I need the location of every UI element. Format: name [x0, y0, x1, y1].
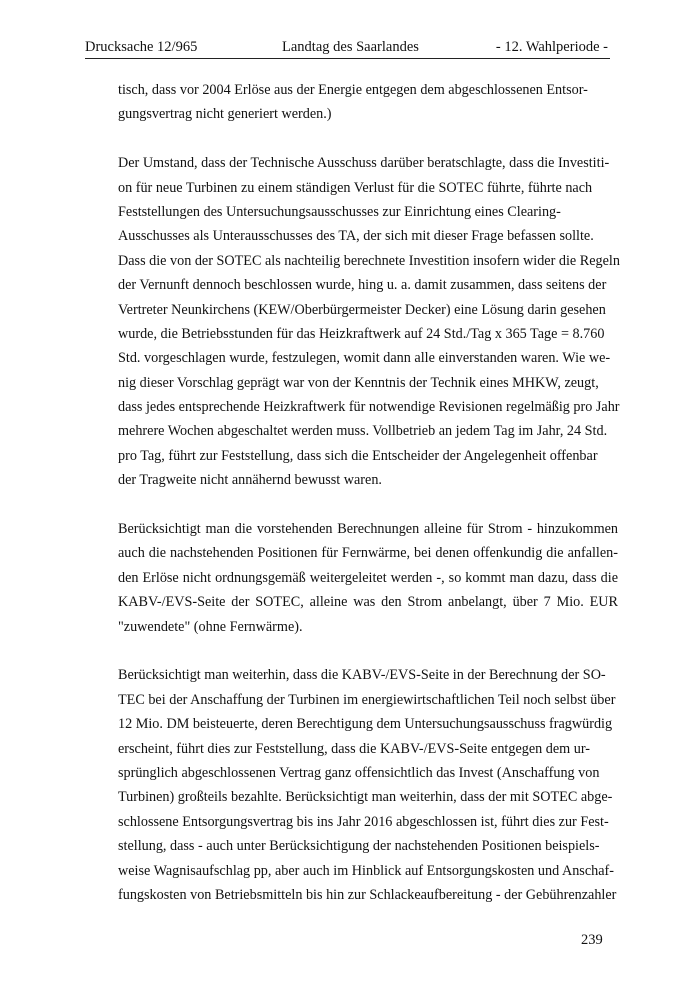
text-line: den Erlöse nicht ordnungsgemäß weitergeleitet werden -, so kommt man dazu, dass die	[118, 569, 618, 586]
page-number: 239	[581, 932, 603, 948]
text-line: der Vernunft dennoch beschlossen wurde, hing u. a. damit zusammen, dass seitens der	[118, 277, 607, 294]
text-line: Std. vorgeschlagen wurde, festzulegen, womit dann alle einverstanden waren. Wie we-	[118, 350, 611, 367]
text-line: erscheint, führt dies zur Feststellung, dass die KABV-/EVS-Seite entgegen dem ur-	[118, 740, 591, 757]
paragraph	[118, 151, 618, 492]
text-line: weise Wagnisaufschlag pp, aber auch im Hinblick auf Entsorgungskosten und Anschaf-	[118, 862, 614, 879]
page-header	[85, 36, 610, 59]
text-line: Feststellungen des Untersuchungsausschusses zur Einrichtung eines Clearing-	[118, 203, 561, 220]
text-line: Ausschusses als Unterausschusses des TA, der sich mit dieser Frage befassen sollte.	[118, 228, 594, 245]
text-line: on für neue Turbinen zu einem ständigen Verlust für die SOTEC führte, führte nach	[118, 179, 593, 196]
text-line: pro Tag, führt zur Feststellung, dass sich die Entscheider der Angelegenheit offenbar	[118, 447, 598, 464]
text-line: wurde, die Betriebsstunden für das Heizkraftwerk auf 24 Std./Tag x 365 Tage = 8.760	[118, 325, 605, 342]
text-line: fungskosten von Betriebsmitteln bis hin zur Schlackeaufbereitung - der Gebührenzahler	[118, 886, 617, 903]
text-line: schlossene Entsorgungsvertrag bis ins Jahr 2016 abgeschlossen ist, führt dies zur Fest-	[118, 813, 609, 830]
text-line: Der Umstand, dass der Technische Ausschuss darüber beratschlagte, dass die Investiti-	[118, 155, 610, 172]
text-line: Vertreter Neunkirchens (KEW/Oberbürgermeister Decker) eine Lösung darin gesehen	[118, 301, 606, 318]
text-line: "zuwendete" (ohne Fernwärme).	[118, 618, 303, 635]
text-line: auch die nachstehenden Positionen für Fernwärme, bei denen offenkundig die anfallen-	[118, 545, 618, 562]
text-line: nig dieser Vorschlag geprägt war von der Kenntnis der Technik eines MHKW, zeugt,	[118, 374, 599, 391]
text-line: Dass die von der SOTEC als nachteilig berechnete Investition insofern wider die Regeln	[118, 252, 620, 269]
paragraph-gap	[118, 639, 618, 663]
paragraph-gap	[118, 127, 618, 151]
text-line: TEC bei der Anschaffung der Turbinen im energiewirtschaftlichen Teil noch selbst über	[118, 691, 616, 708]
header-document-number: Drucksache 12/965	[85, 39, 198, 55]
text-line: KABV-/EVS-Seite der SOTEC, alleine was den Strom anbelangt, über 7 Mio. EUR	[118, 594, 618, 611]
text-line: der Tragweite nicht annähernd bewusst waren.	[118, 472, 382, 489]
header-parliament-name: Landtag des Saarlandes	[282, 39, 419, 55]
text-line: gungsvertrag nicht generiert werden.)	[118, 106, 332, 123]
paragraph	[118, 517, 618, 639]
text-line: tisch, dass vor 2004 Erlöse aus der Energie entgegen dem abgeschlossenen Entsor-	[118, 82, 588, 98]
text-line: dass jedes entsprechende Heizkraftwerk für notwendige Revisionen regelmäßig pro Jahr	[118, 399, 620, 416]
text-line: stellung, dass - auch unter Berücksichtigung der nachstehenden Positionen beispiels-	[118, 838, 600, 855]
text-line: 12 Mio. DM beisteuerte, deren Berechtigung dem Untersuchungsausschuss fragwürdig	[118, 716, 613, 733]
text-line: mehrere Wochen abgeschaltet werden muss. Vollbetrieb an jedem Tag im Jahr, 24 Std.	[118, 423, 608, 440]
paragraph-gap	[118, 493, 618, 517]
text-line: Turbinen) großteils bezahlte. Berücksichtigt man weiterhin, dass der mit SOTEC abge-	[118, 789, 613, 806]
paragraph	[118, 78, 618, 127]
paragraph	[118, 663, 618, 907]
text-line: Berücksichtigt man die vorstehenden Berechnungen alleine für Strom - hinzukommen	[118, 521, 618, 538]
body-text	[118, 78, 618, 907]
text-line: sprünglich abgeschlossenen Vertrag ganz offensichtlich das Invest (Anschaffung von	[118, 764, 600, 781]
header-legislative-period: - 12. Wahlperiode -	[495, 39, 608, 55]
text-line: Berücksichtigt man weiterhin, dass die KABV-/EVS-Seite in der Berechnung der SO-	[118, 667, 606, 684]
